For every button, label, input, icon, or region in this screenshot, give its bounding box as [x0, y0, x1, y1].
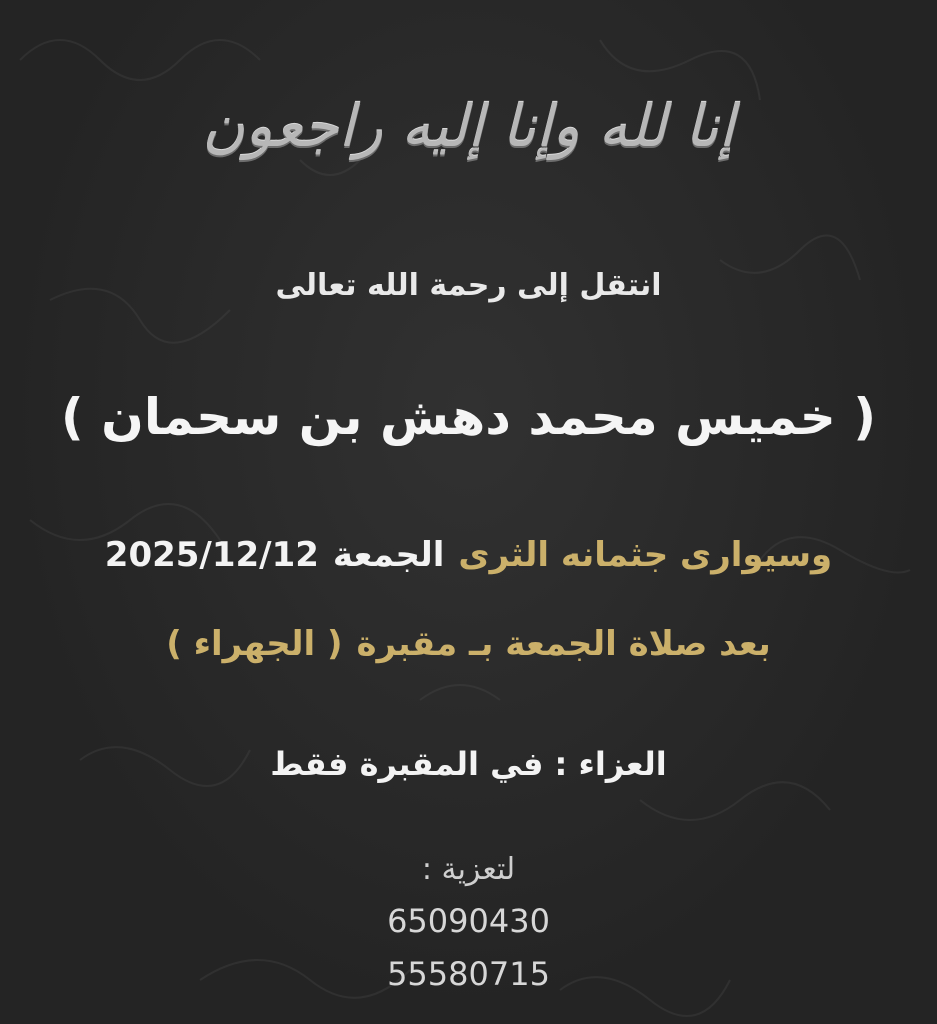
- burial-date: 2025/12/12: [104, 535, 319, 575]
- condolences-text: العزاء : في المقبرة فقط: [270, 745, 667, 783]
- cemetery-name: ( الجهراء ): [166, 624, 343, 664]
- passed-away-text: انتقل إلى رحمة الله تعالى: [275, 268, 662, 303]
- phone-number[interactable]: 55580715: [387, 955, 550, 993]
- prayer-line: [0, 624, 937, 664]
- burial-day: الجمعة: [332, 535, 445, 575]
- burial-prefix: وسيوارى جثمانه الثرى: [458, 535, 833, 575]
- calligraphy-verse: إنا لله وإنا إليه راجعون: [202, 92, 735, 160]
- contact-label: لتعزية :: [421, 852, 516, 887]
- phone-number[interactable]: 65090430: [387, 902, 550, 940]
- deceased-name: ( خميس محمد دهش بن سحمان ): [60, 388, 877, 446]
- burial-line: [0, 535, 937, 575]
- prayer-text: بعد صلاة الجمعة بـ مقبرة: [356, 624, 771, 664]
